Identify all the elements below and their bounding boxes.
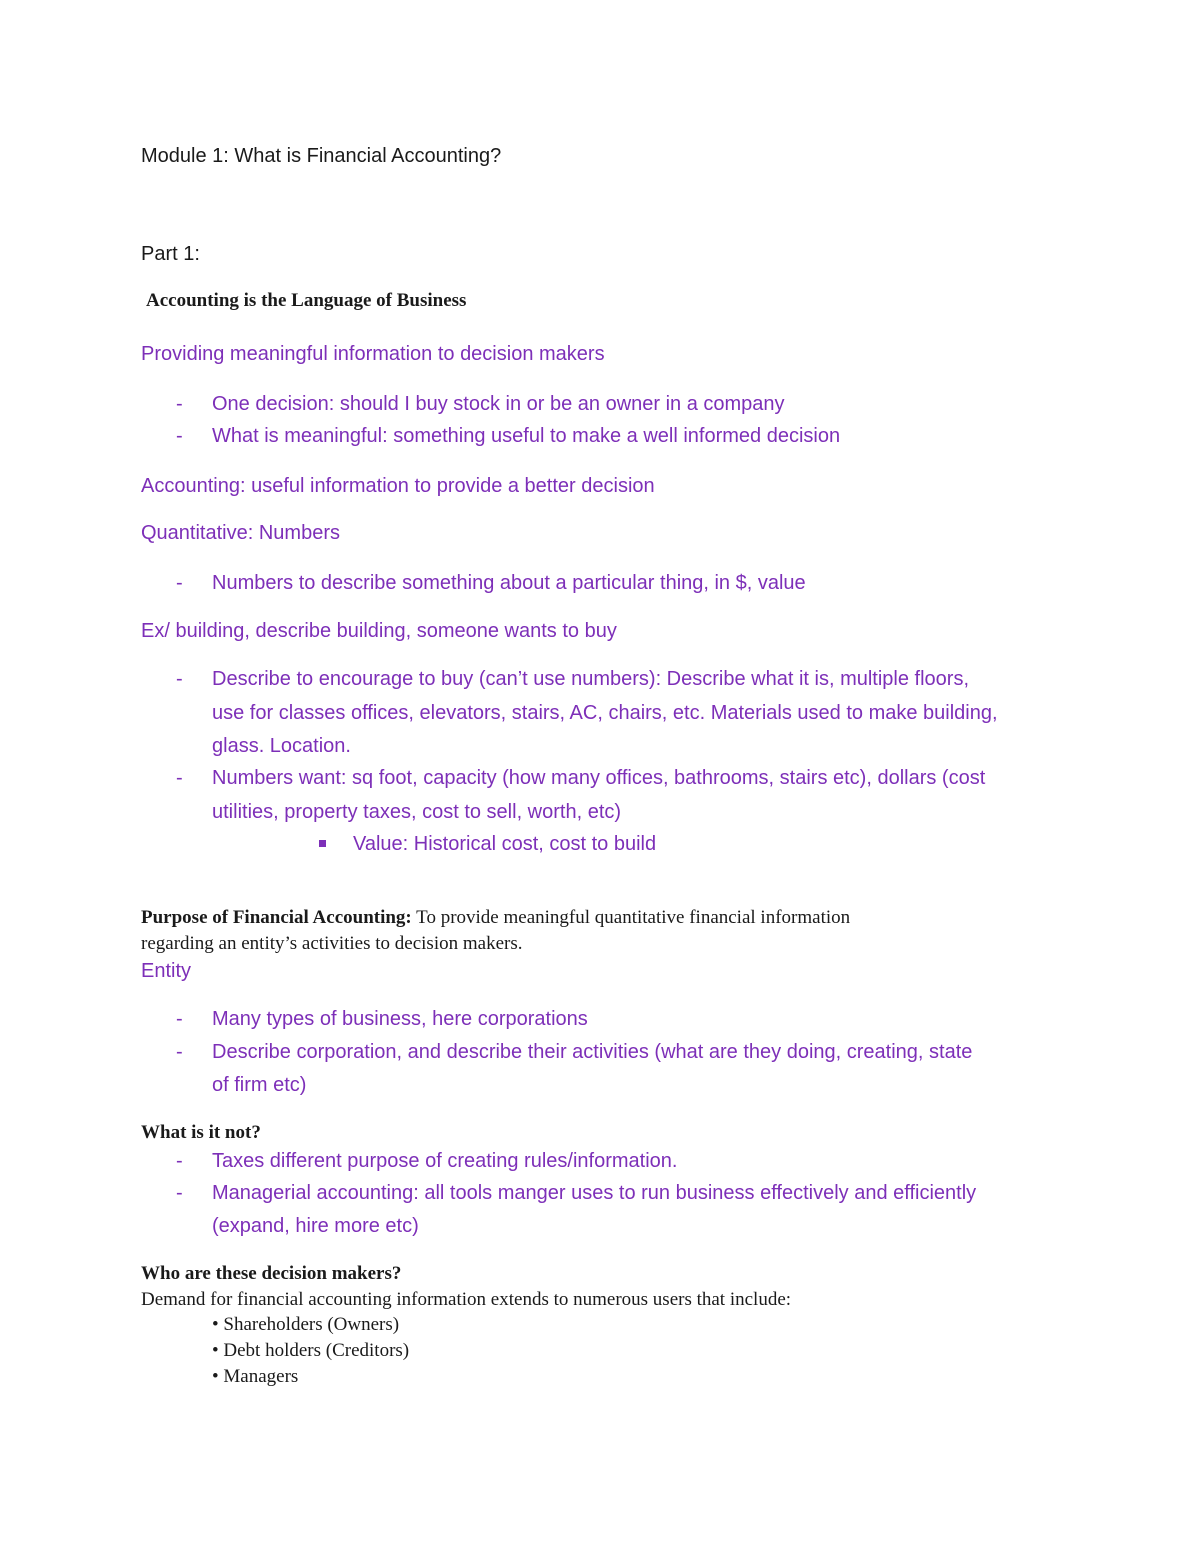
example-sub-bullet: Value: Historical cost, cost to build <box>353 833 657 855</box>
makers-list-item: • Debt holders (Creditors) <box>212 1340 410 1361</box>
not-bullet-line: (expand, hire more etc) <box>212 1215 419 1237</box>
purpose-label: Purpose of Financial Accounting: <box>141 907 412 928</box>
dash-bullet-icon: - <box>176 767 183 789</box>
purpose-text: To provide meaningful quantitative financial information <box>411 907 851 928</box>
intro-bullet: One decision: should I buy stock in or be an owner in a company <box>212 393 785 415</box>
example-line: Ex/ building, describe building, someone wants to buy <box>141 620 617 642</box>
accounting-line: Accounting: useful information to provide a better decision <box>141 475 655 497</box>
dash-bullet-icon: - <box>176 1008 183 1030</box>
example-bullet-line: Describe to encourage to buy (can’t use numbers): Describe what it is, multiple floors, <box>212 668 970 690</box>
example-bullet-line: glass. Location. <box>212 735 351 757</box>
quantitative-bullet: Numbers to describe something about a particular thing, in $, value <box>212 572 806 594</box>
dash-bullet-icon: - <box>176 425 183 447</box>
makers-intro: Demand for financial accounting information extends to numerous users that include: <box>141 1289 792 1310</box>
dash-bullet-icon: - <box>176 1041 183 1063</box>
entity-bullet-line: of firm etc) <box>212 1074 307 1096</box>
part-label: Part 1: <box>141 243 200 265</box>
purpose-line-1 <box>141 907 850 929</box>
dash-bullet-icon: - <box>176 393 183 415</box>
makers-list-item: • Managers <box>212 1366 299 1387</box>
entity-bullet-line: Describe corporation, and describe their activities (what are they doing, creating, state <box>212 1041 973 1063</box>
quantitative-line: Quantitative: Numbers <box>141 522 340 544</box>
intro-line: Providing meaningful information to decision makers <box>141 343 605 365</box>
dash-bullet-icon: - <box>176 1150 183 1172</box>
example-bullet-line: utilities, property taxes, cost to sell, worth, etc) <box>212 801 622 823</box>
section-heading: Accounting is the Language of Business <box>146 290 467 311</box>
intro-bullet: What is meaningful: something useful to make a well informed decision <box>212 425 841 447</box>
not-bullet-line: Managerial accounting: all tools manger uses to run business effectively and efficiently <box>212 1182 977 1204</box>
dash-bullet-icon: - <box>176 668 183 690</box>
module-title: Module 1: What is Financial Accounting? <box>141 145 502 167</box>
makers-list-item: • Shareholders (Owners) <box>212 1314 400 1335</box>
not-heading: What is it not? <box>141 1122 261 1143</box>
not-bullet: Taxes different purpose of creating rules/information. <box>212 1150 678 1172</box>
dash-bullet-icon: - <box>176 572 183 594</box>
example-bullet-line: Numbers want: sq foot, capacity (how many offices, bathrooms, stairs etc), dollars (cost <box>212 767 986 789</box>
purpose-line-2: regarding an entity’s activities to decision makers. <box>141 933 523 954</box>
entity-bullet: Many types of business, here corporations <box>212 1008 588 1030</box>
example-bullet-line: use for classes offices, elevators, stairs, AC, chairs, etc. Materials used to make building, <box>212 702 998 724</box>
entity-label: Entity <box>141 960 192 982</box>
square-bullet-icon <box>319 840 326 847</box>
dash-bullet-icon: - <box>176 1182 183 1204</box>
makers-heading: Who are these decision makers? <box>141 1263 402 1284</box>
